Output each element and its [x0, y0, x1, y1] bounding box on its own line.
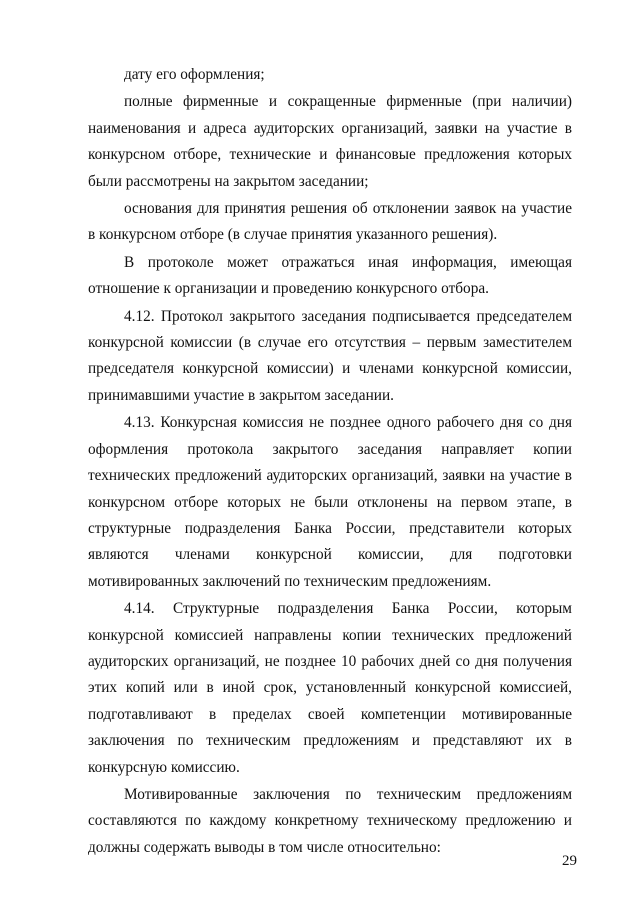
paragraph-document-date: дату его оформления; [124, 66, 265, 83]
document-body [88, 62, 572, 861]
paragraph-4-14: 4.14. Структурные подразделения Банка России, которым конкурсной комиссией направлены копии технических предложений аудиторских организаций, не позднее 10 рабочих дней со дня получения этих копий или в иной срок, установленный конкурсной комиссией, подготавливают в пределах своей компетенции мотивированные заключения по техническим предложениям и представляют их в конкурсную комиссию. [88, 600, 572, 776]
paragraph-4-12: 4.12. Протокол закрытого заседания подписывается председателем конкурсной комиссии (в случае его отсутствия – первым заместителем председателя конкурсной комиссии) и членами конкурсной комиссии, принимавшими участие в закрытом заседании. [88, 307, 572, 404]
paragraph-motivated-conclusions: Мотивированные заключения по техническим предложениям составляются по каждому конкретному техническому предложению и должны содержать выводы в том числе относительно: [88, 785, 572, 856]
paragraph-rejection-grounds: основания для принятия решения об отклонении заявок на участие в конкурсном отборе (в случае принятия указанного решения). [88, 200, 572, 244]
page-number: 29 [562, 853, 577, 869]
paragraph-4-13: 4.13. Конкурсная комиссия не позднее одного рабочего дня со дня оформления протокола закрытого заседания направляет копии технических предложений аудиторских организаций, заявки на участие в конкурсном отборе которых не были отклонены на первом этапе, в структурные подразделения Банка России, представители которых являются членами конкурсной комиссии, для подготовки мотивированных заключений по техническим предложениям. [88, 414, 572, 590]
paragraph-auditor-names: полные фирменные и сокращенные фирменные (при наличии) наименования и адреса аудиторских организаций, заявки на участие в конкурсном отборе, технические и финансовые предложения которых были рассмотрены на закрытом заседании; [88, 93, 572, 190]
paragraph-other-info: В протоколе может отражаться иная информация, имеющая отношение к организации и проведению конкурсного отбора. [88, 253, 572, 298]
